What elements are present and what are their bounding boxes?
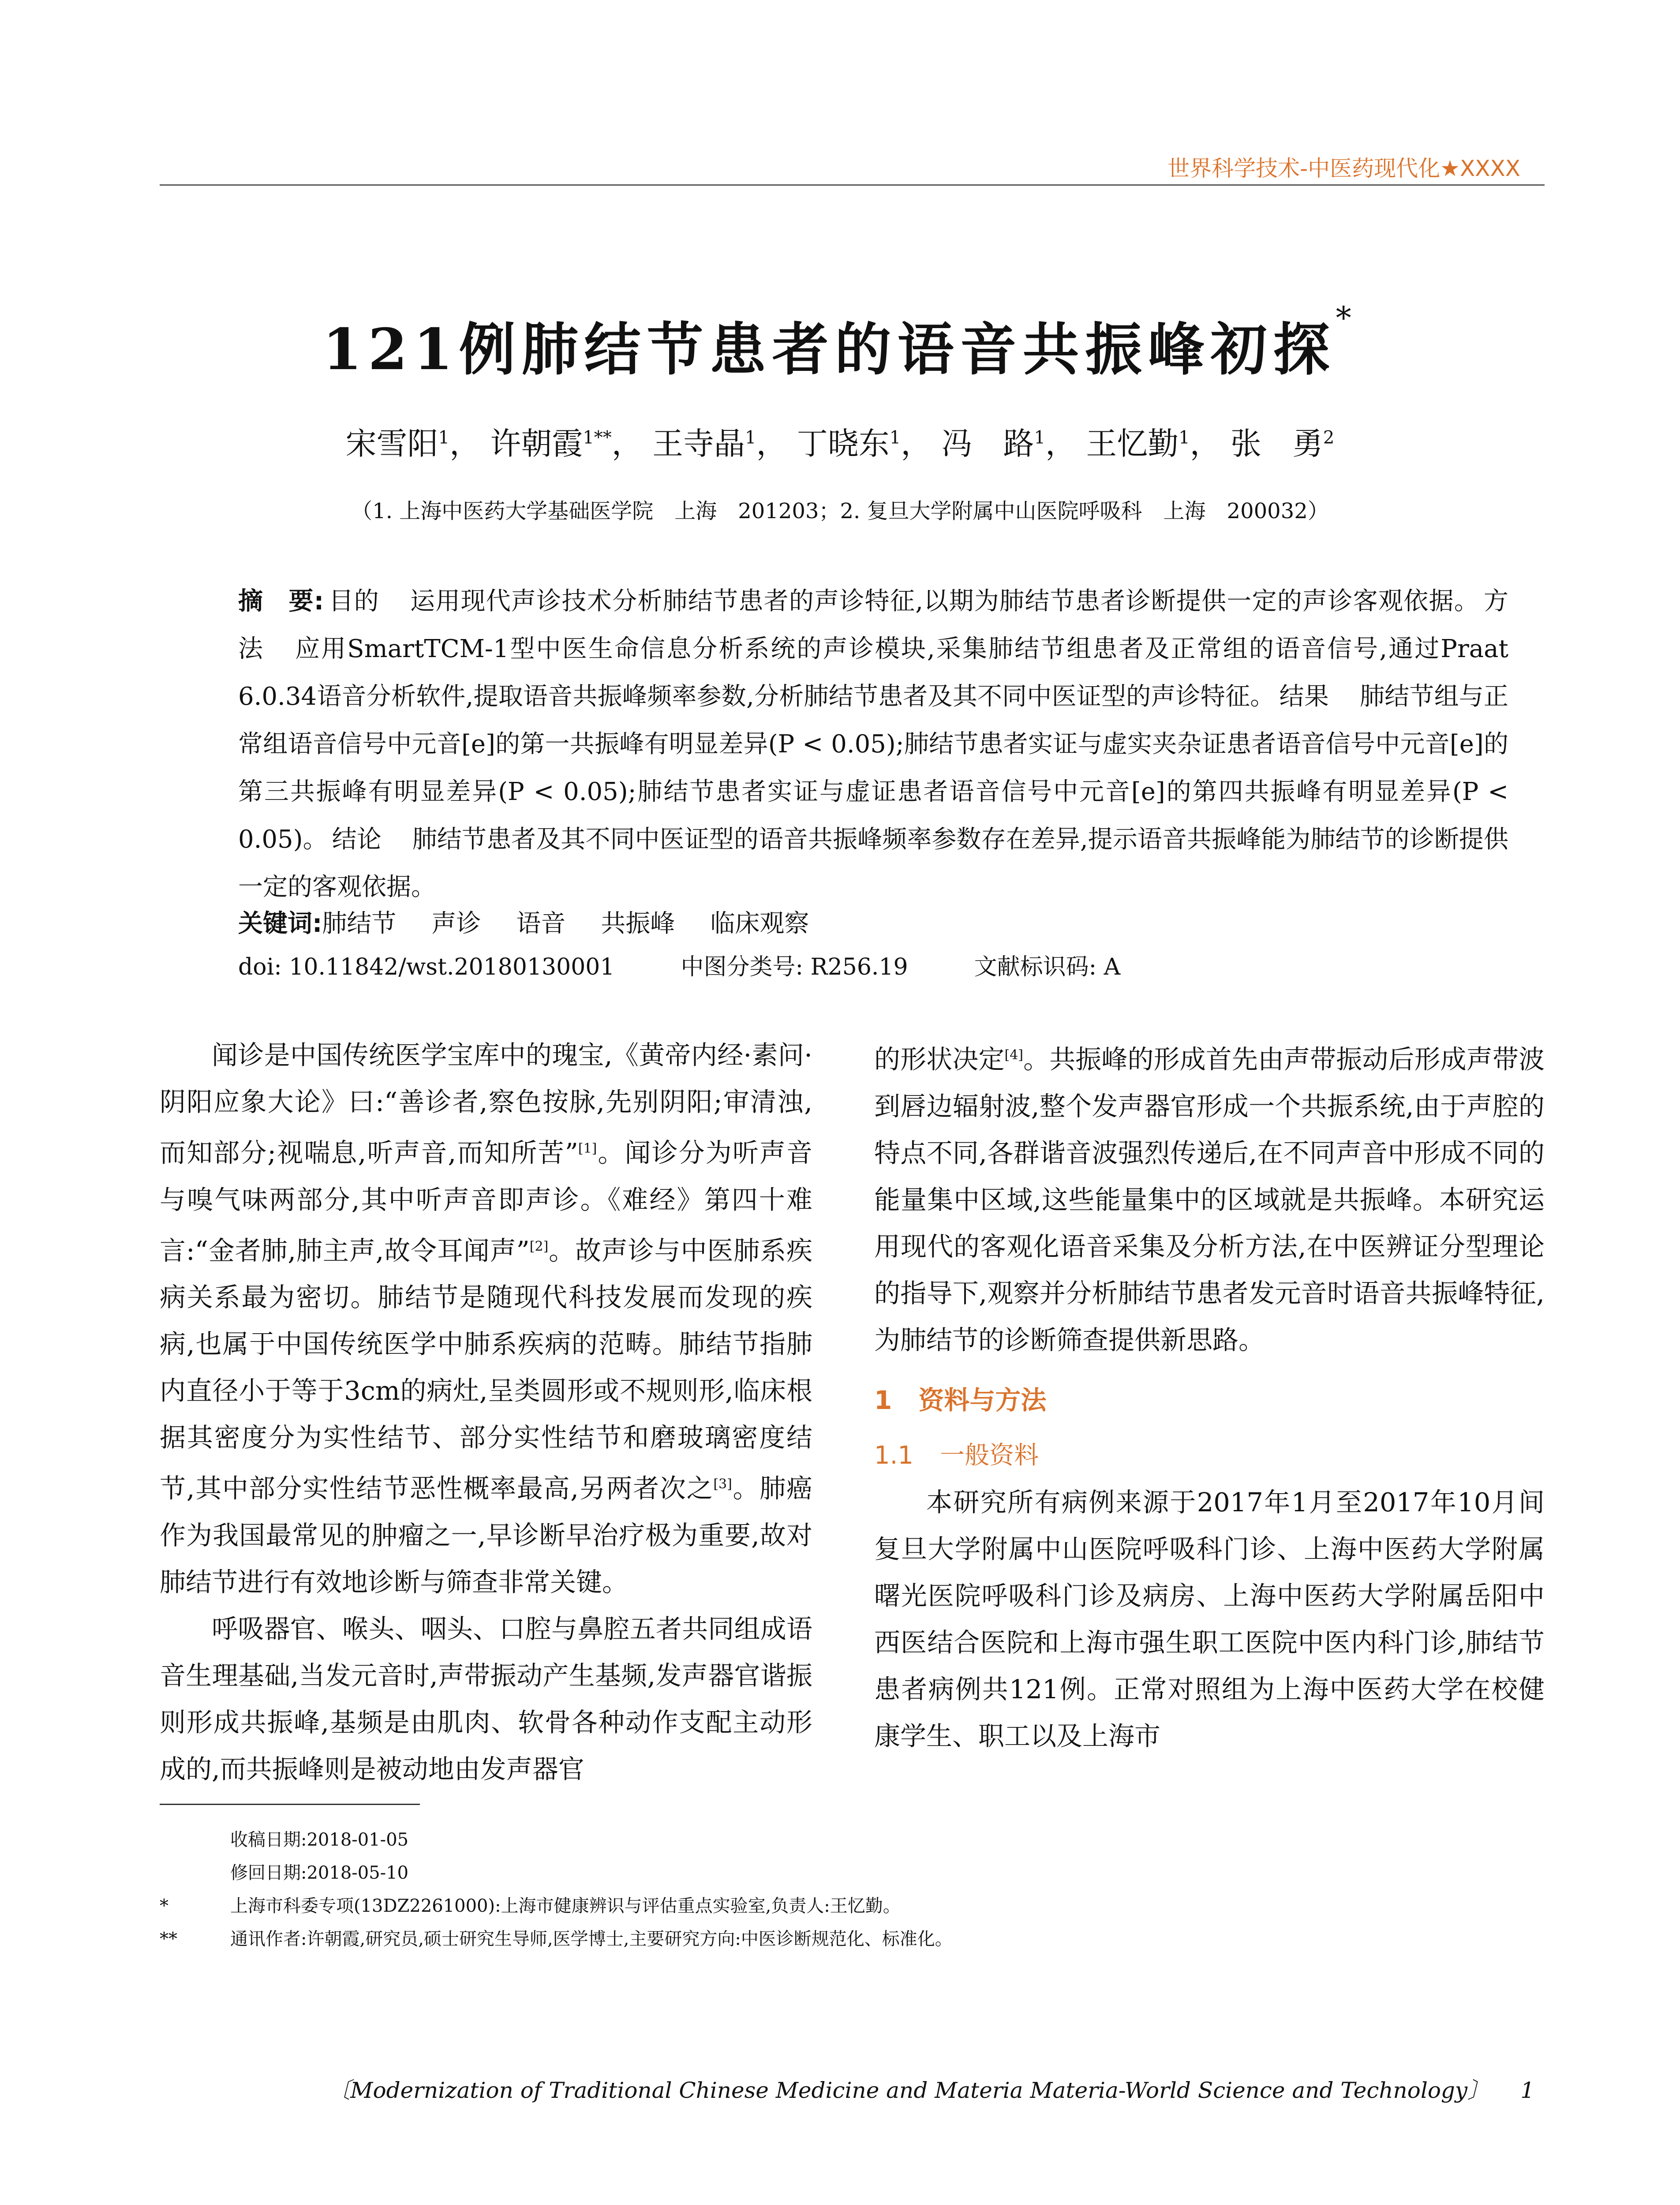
abstract-conclusion: 肺结节患者及其不同中医证型的语音共振峰频率参数存在差异,提示语音共振峰能为肺结节的诊断提供一定的客观依据。 [238,825,1508,901]
abstract-objective-label: 目的 [328,587,379,616]
keywords [238,904,844,939]
body-paragraph [160,1032,812,1606]
author: 张 勇 [1230,426,1323,462]
section-heading [874,1377,1545,1424]
doi: doi: 10.11842/wst.20180130001 [238,954,615,980]
subsection-heading [874,1432,1545,1479]
title-footnote-mark: * [1336,300,1358,336]
abstract-conclusion-label: 结论 [332,825,382,854]
body-text: 。肺癌作为我国最常见的肿瘤之一,早诊断早治疗极为重要,故对肺结节进行有效地诊断与筛查非常关键。 [160,1473,812,1597]
author-affiliation: 1 [745,427,756,448]
footnote-revised: 修回日期:2018-05-10 [230,1863,409,1883]
author: 王忆勤 [1086,426,1179,462]
abstract-methods: 应用SmartTCM-1型中医生命信息分析系统的声诊模块,采集肺结节组患者及正常组的语音信号,通过Praat 6.0.34语音分析软件,提取语音共振峰频率参数,分析肺结节患者及其不同中医证型的声诊特征。 [238,635,1509,711]
keyword: 肺结节 [322,909,397,938]
author-affiliation: 2 [1323,427,1335,448]
author: 宋雪阳 [345,426,438,462]
footnote-received: 收稿日期:2018-01-05 [230,1830,409,1850]
footnote-text: 通讯作者:许朝霞,研究员,硕士研究生导师,医学博士,主要研究方向:中医诊断规范化、标准化。 [230,1929,953,1949]
body-paragraph [874,1032,1545,1364]
page-footer [328,2073,1534,2104]
abstract-label: 摘 要: [238,587,324,616]
author-affiliation: 1 [889,427,901,448]
clc-number: 中图分类号: R256.19 [681,954,908,980]
citation: [1] [578,1141,597,1156]
keyword: 语音 [516,909,566,938]
abstract [238,578,1508,911]
author: 丁晓东 [797,426,890,462]
footnote-rule [160,1804,420,1805]
body-text: 。共振峰的形成首先由声带振动后形成声带波到唇边辐射波,整个发声器官形成一个共振系统,由于声腔的特点不同,各群谐音波强烈传递后,在不同声音中形成不同的能量集中区域,这些能量集中的区域就是共振峰。本研究运用现代的客观化语音采集及分析方法,在中医辨证分型理论的指导下,观察并分析肺结节患者发元音时语音共振峰特征,为肺结节的诊断筛查提供新思路。 [874,1044,1545,1355]
abstract-results-label: 结果 [1279,682,1329,711]
paper-title [0,300,1680,385]
body-text: 。故声诊与中医肺系疾病关系最为密切。肺结节是随现代科技发展而发现的疾病,也属于中国传统医学中肺系疾病的范畴。肺结节指肺内直径小于等于3cm的病灶,呈类圆形或不规则形,临床根据其密度分为实性结节、部分实性结节和磨玻璃密度结节,其中部分实性结节恶性概率最高,另两者次之 [160,1235,812,1504]
affiliations: （1. 上海中医药大学基础医学院 上海 201203；2. 复旦大学附属中山医院呼吸科 上海 200032） [351,499,1329,523]
footnote-fund [160,1892,901,1917]
keyword: 声诊 [431,909,481,938]
doi-line [238,948,1186,981]
body-text: 闻诊是中国传统医学宝库中的瑰宝,《黄帝内经·素问·阴阳应象大论》曰:“善诊者,察色按脉,先别阴阳;审清浊,而知部分;视喘息,听声音,而知所苦” [160,1040,812,1168]
abstract-objective: 运用现代声诊技术分析肺结节患者的声诊特征,以期为肺结节患者诊断提供一定的声诊客观依据。 [410,587,1480,616]
page-number: 1 [1520,2078,1534,2103]
footnote-mark: * [160,1896,168,1916]
journal-header: 世界科学技术-中医药现代化★XXXX [1167,156,1520,181]
abstract-results: 肺结节组与正常组语音信号中元音[e]的第一共振峰有明显差异(P < 0.05);肺结节患者实证与虚实夹杂证患者语音信号中元音[e]的第三共振峰有明显差异(P < 0.05);肺结节患者实证与虚证患者语音信号中元音[e]的第四共振峰有明显差异(P < 0.05)。 [238,682,1509,854]
header-rule [160,184,1545,186]
author-affiliation: 1 [1034,427,1045,448]
author-affiliation: 1** [583,427,612,448]
citation: [3] [713,1476,732,1492]
document-code: 文献标识码: A [974,954,1121,980]
citation: [2] [529,1238,549,1254]
keyword: 临床观察 [710,909,809,938]
section-number: 1 [874,1385,892,1415]
subsection-number: 1.1 [874,1441,914,1470]
abstract-methods-label: 方法 [238,587,1509,663]
keyword: 共振峰 [601,909,675,938]
section-title: 资料与方法 [918,1385,1047,1415]
subsection-title: 一般资料 [940,1441,1039,1470]
author-list: 宋雪阳$^1$， 许朝霞$^{1**}$， 王寺晶$^1$， 丁晓东$^1$， 冯 路$^1$， 王忆勤$^1$， 张 勇$^2$ [345,426,1335,462]
footnote-text: 上海市科委专项(13DZ2261000):上海市健康辨识与评估重点实验室,负责人:王忆勤。 [230,1896,901,1916]
author: 王寺晶 [652,426,745,462]
keywords-label: 关键词: [238,909,322,938]
author: 许朝霞 [490,426,583,462]
footer-journal: 〔Modernization of Traditional Chinese Medicine and Materia Materia-World Science and Technology〕 [328,2078,1490,2103]
author: 冯 路 [941,426,1034,462]
body-paragraph: 呼吸器官、喉头、咽头、口腔与鼻腔五者共同组成语音生理基础,当发元音时,声带振动产生基频,发声器官谐振则形成共振峰,基频是由肌肉、软骨各种动作支配主动形成的,而共振峰则是被动地由发声器官 [160,1613,812,1784]
body-column-right [874,1032,1545,1760]
body-paragraph: 本研究所有病例来源于2017年1月至2017年10月间复旦大学附属中山医院呼吸科门诊、上海中医药大学附属曙光医院呼吸科门诊及病房、上海中医药大学附属岳阳中西医结合医院和上海市强生职工医院中医内科门诊,肺结节患者病例共121例。正常对照组为上海中医药大学在校健康学生、职工以及上海市 [874,1487,1545,1751]
body-text: 的形状决定 [874,1044,1005,1075]
footnote-mark: ** [160,1929,177,1949]
body-text: 。闻诊分为听声音与嗅气味两部分,其中听声音即声诊。《难经》第四十难言:“金者肺,肺主声,故令耳闻声” [160,1137,812,1266]
title-text: 121例肺结节患者的语音共振峰初探 [322,317,1336,383]
author-affiliation: 1 [1179,427,1190,448]
citation: [4] [1004,1047,1023,1063]
author-affiliation: 1 [438,427,450,448]
footnote-corresponding [160,1925,953,1950]
body-column-left [160,1032,812,1793]
